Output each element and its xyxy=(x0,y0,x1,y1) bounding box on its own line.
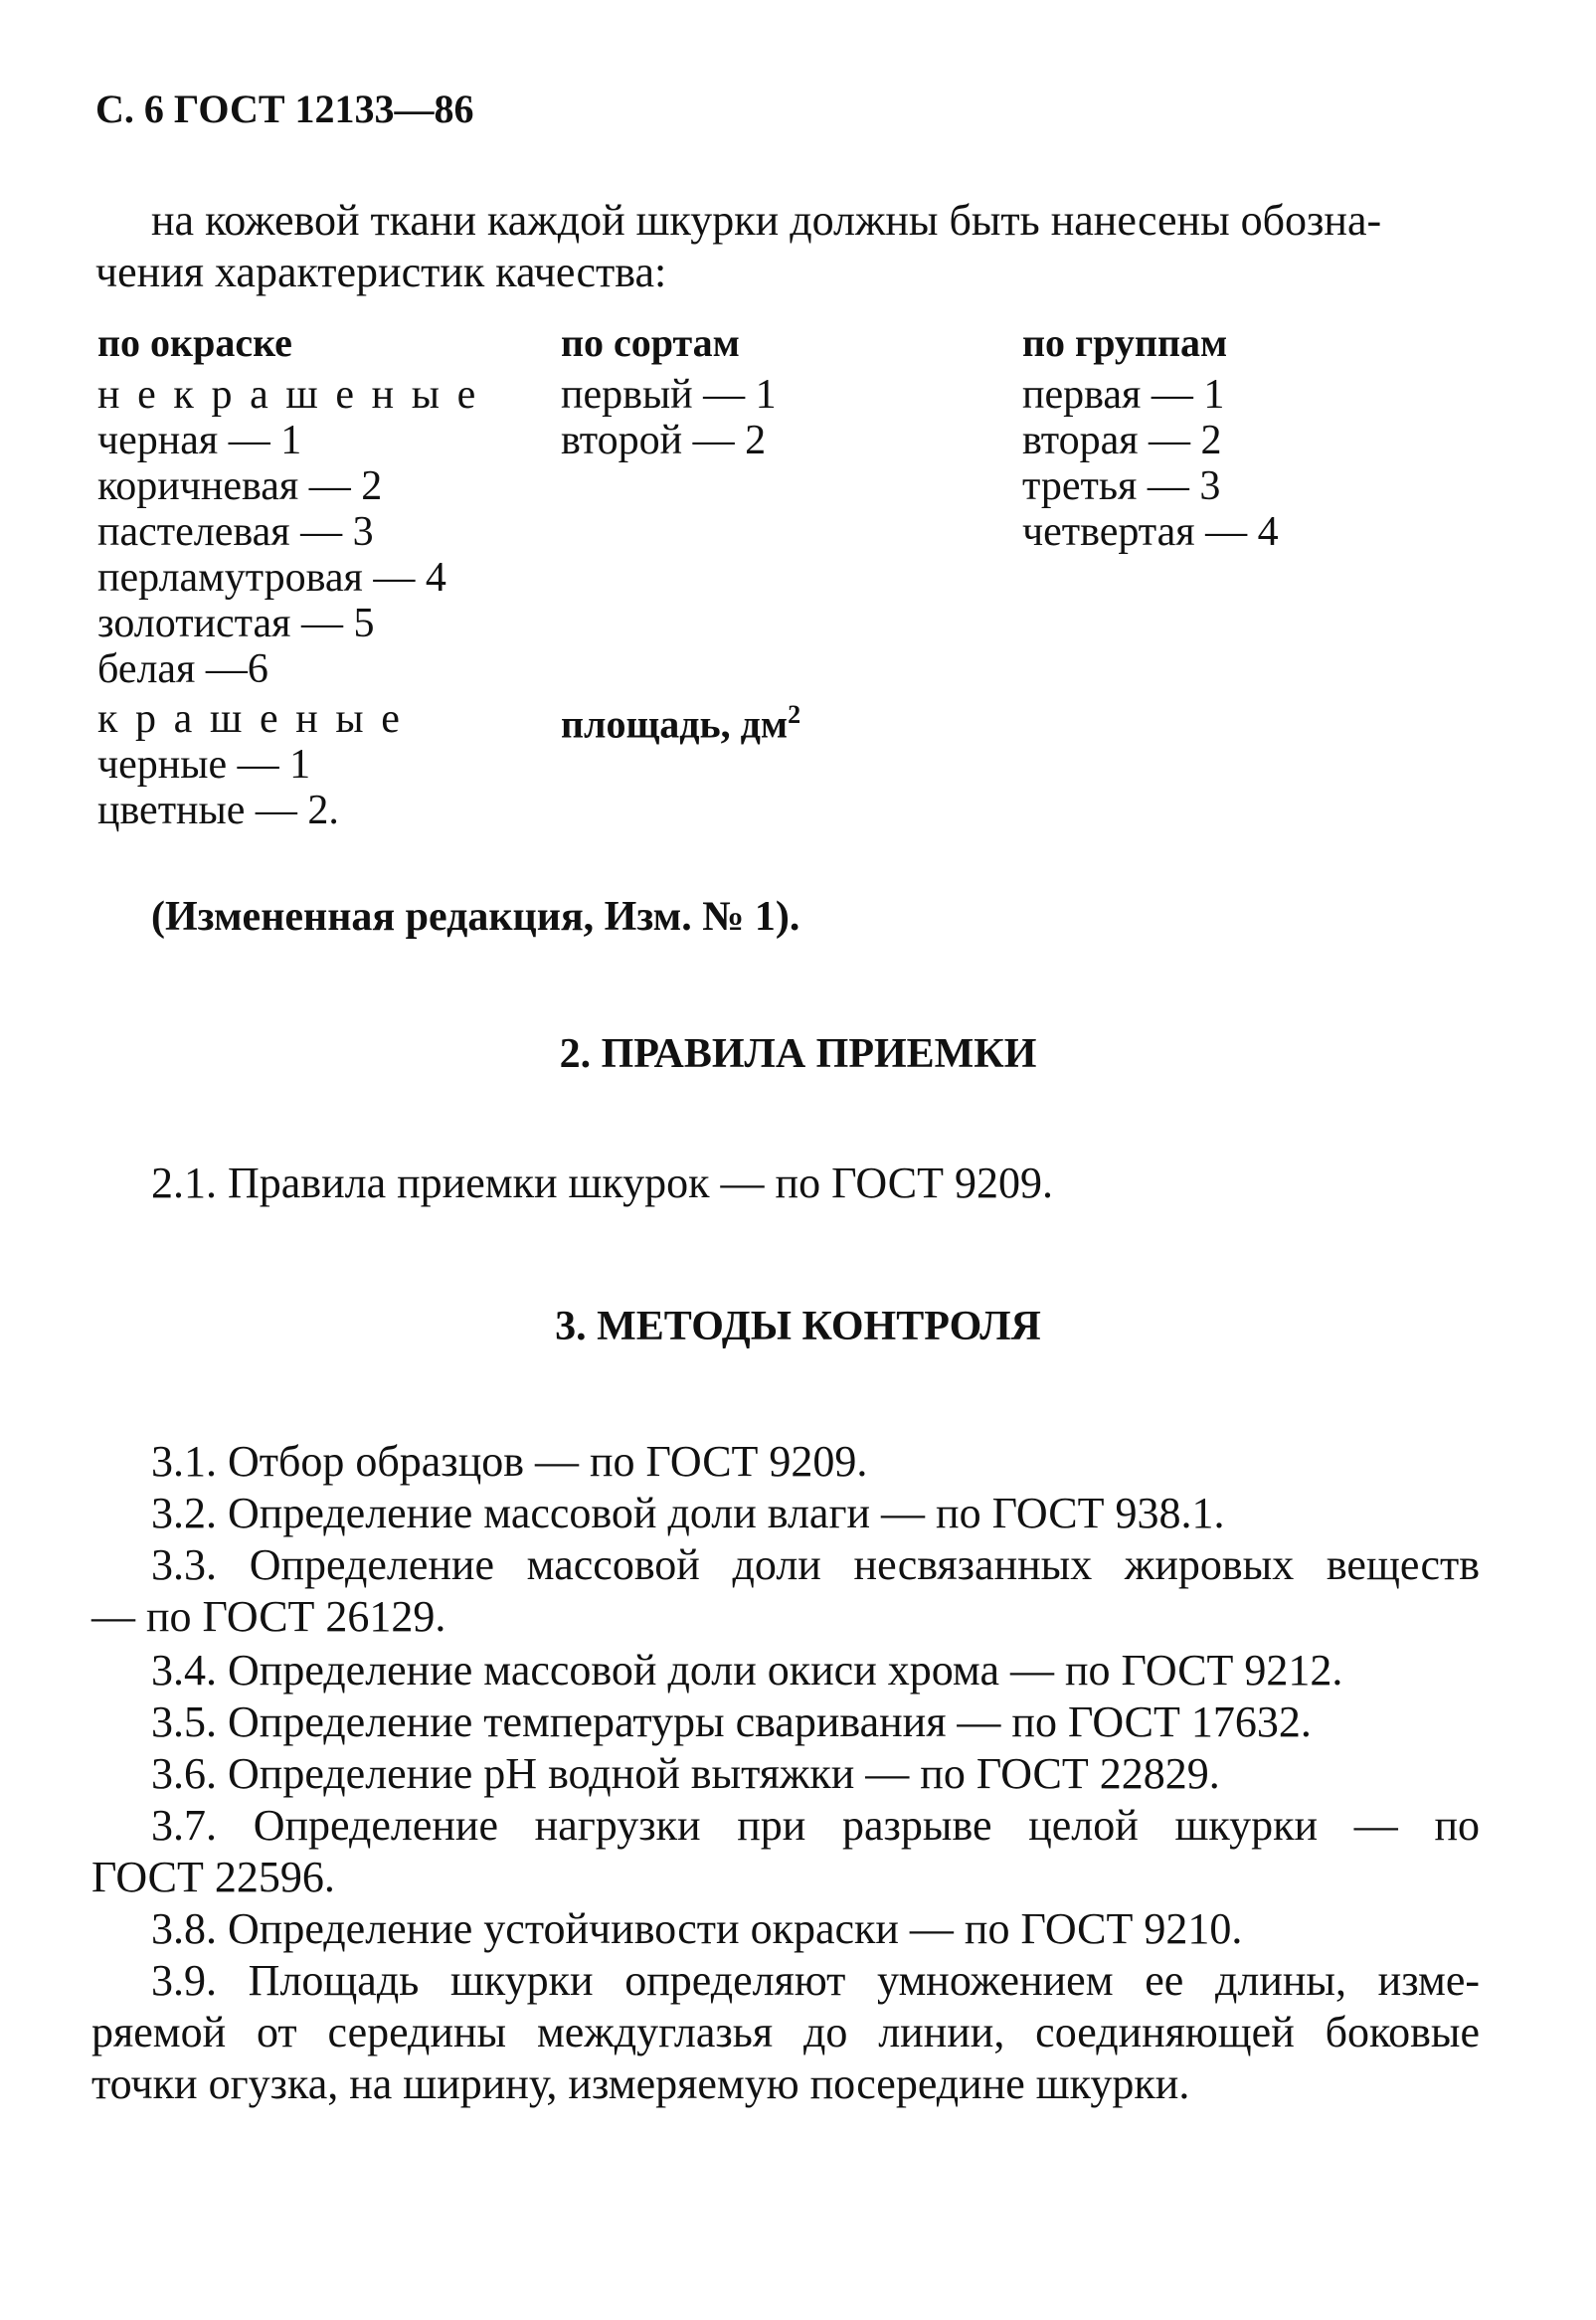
sort-item: второй — 2 xyxy=(561,418,767,463)
sort-heading: по сортам xyxy=(561,320,740,365)
list-item: 3.1. Отбор образцов — по ГОСТ 9209. xyxy=(151,1437,868,1486)
list-item: 3.6. Определение рН водной вытяжки — по ГОСТ 22829. xyxy=(151,1749,1220,1798)
color-item: коричневая — 2 xyxy=(97,463,383,509)
color-item: цветные — 2. xyxy=(97,788,339,833)
section-2-paragraph: 2.1. Правила приемки шкурок — по ГОСТ 9209. xyxy=(151,1159,1053,1207)
list-item: 3.9. Площадь шкурки определяют умножением ее длины, изме- xyxy=(151,1956,1480,2005)
color-item: золотистая — 5 xyxy=(97,601,375,646)
dyed-label: крашеные xyxy=(97,696,418,742)
sort-column xyxy=(561,320,777,463)
list-item-continuation: — по ГОСТ 26129. xyxy=(91,1592,446,1641)
list-item: 3.8. Определение устойчивости окраски — по ГОСТ 9210. xyxy=(151,1904,1243,1953)
color-item: черная — 1 xyxy=(97,418,302,463)
list-item-continuation: ГОСТ 22596. xyxy=(91,1853,335,1901)
group-heading: по группам xyxy=(1022,320,1228,365)
group-item: вторая — 2 xyxy=(1022,418,1222,463)
group-item: третья — 3 xyxy=(1022,463,1221,509)
section-3-title: 3. МЕТОДЫ КОНТРОЛЯ xyxy=(555,1304,1041,1349)
area-label xyxy=(561,700,800,747)
color-column xyxy=(97,320,493,833)
page-header: С. 6 ГОСТ 12133—86 xyxy=(95,87,474,131)
intro-line-1: на кожевой ткани каждой шкурки должны быть нанесены обозна- xyxy=(151,196,1382,245)
list-item: 3.4. Определение массовой доли окиси хрома — по ГОСТ 9212. xyxy=(151,1646,1343,1695)
list-item-continuation: ряемой от середины междуглазья до линии, соединяющей боковые xyxy=(91,2008,1480,2056)
sort-item: первый — 1 xyxy=(561,372,777,418)
amendment-note: (Измененная редакция, Изм. № 1). xyxy=(151,894,800,940)
color-item: пастелевая — 3 xyxy=(97,509,374,555)
group-item: четвертая — 4 xyxy=(1022,509,1279,555)
section-2-title: 2. ПРАВИЛА ПРИЕМКИ xyxy=(559,1031,1037,1077)
undyed-label: некрашеные xyxy=(97,372,493,418)
color-item: белая —6 xyxy=(97,646,268,692)
list-item: 3.5. Определение температуры сваривания — по ГОСТ 17632. xyxy=(151,1697,1312,1746)
list-item: 3.3. Определение массовой доли несвязанных жировых веществ xyxy=(151,1540,1480,1589)
list-item: 3.7. Определение нагрузки при разрыве целой шкурки — по xyxy=(151,1801,1480,1850)
color-heading: по окраске xyxy=(97,320,292,365)
area-label-text: площадь, дм xyxy=(561,701,789,747)
group-column xyxy=(1022,320,1279,555)
color-item: черные — 1 xyxy=(97,742,311,788)
list-item-continuation: точки огузка, на ширину, измеряемую посередине шкурки. xyxy=(91,2059,1190,2108)
intro-line-2: чения характеристик качества: xyxy=(95,248,667,296)
color-item: перламутровая — 4 xyxy=(97,555,446,601)
area-label-sup: 2 xyxy=(788,700,801,729)
group-item: первая — 1 xyxy=(1022,372,1225,418)
list-item: 3.2. Определение массовой доли влаги — по ГОСТ 938.1. xyxy=(151,1489,1225,1537)
